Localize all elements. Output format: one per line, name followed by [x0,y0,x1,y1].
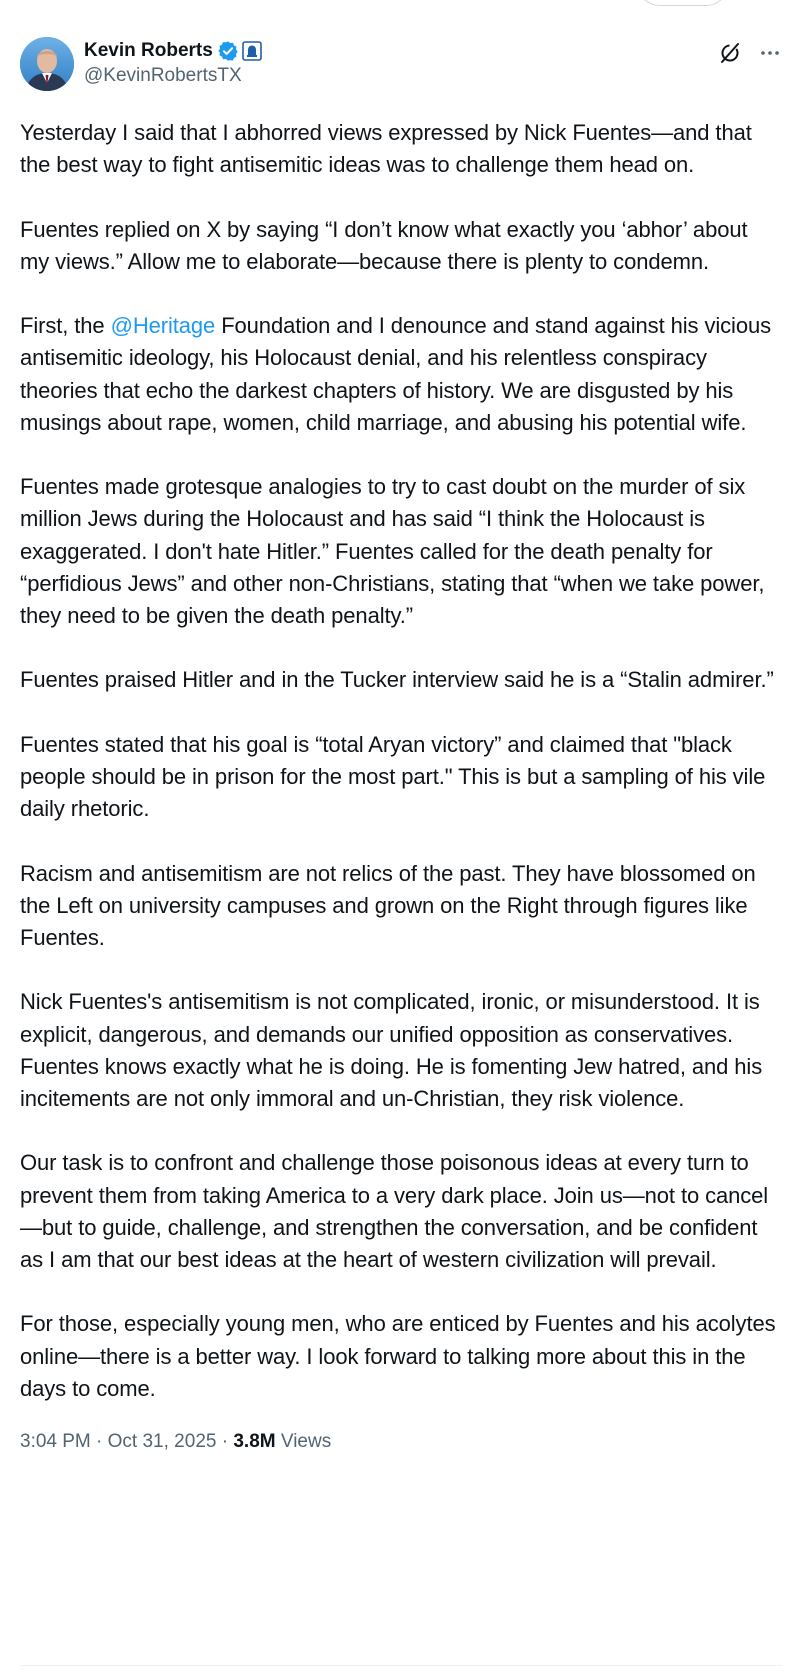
paragraph-6: Fuentes stated that his goal is “total Aryan victory” and claimed that "black people should be in prison for the most part." This is but a sampling of his vile daily rhetoric. [20,731,766,822]
top-action-pill[interactable] [637,0,729,6]
tweet-date[interactable]: Oct 31, 2025 [107,1430,217,1452]
heritage-mention-link[interactable]: @Heritage [110,313,216,339]
views-count[interactable]: 3.8M [233,1430,276,1452]
display-name[interactable]: Kevin Roberts [84,40,213,61]
tweet-meta [20,1431,782,1453]
paragraph-3 [20,310,782,439]
paragraph-10: For those, especially young men, who are enticed by Fuentes and his acolytes online—there is a better way. I look forward to talking more about this in the days to come. [20,1311,776,1401]
header-actions [718,41,782,65]
heritage-bell-icon[interactable] [242,41,262,61]
more-icon[interactable] [758,41,782,65]
paragraph-4: Fuentes made grotesque analogies to try to cast doubt on the murder of six million Jews during the Holocaust and has said “I think the Holocaust is exaggerated. I don't hate Hitler.” Fuentes called for the death penalty for “perfidious Jews” and other non-Christians, stating that “when we take power, they need to be given the death penalty.” [20,474,765,628]
avatar-image [20,37,74,91]
paragraph-5: Fuentes praised Hitler and in the Tucker interview said he is a “Stalin admirer.” [20,667,774,693]
views-label[interactable]: Views [275,1430,332,1452]
divider [20,1665,782,1666]
paragraph-1: Yesterday I said that I abhorred views expressed by Nick Fuentes—and that the best way to fight antisemitic ideas was to challenge them head on. [20,120,752,178]
meta-separator-2: · [216,1430,234,1452]
grok-icon[interactable] [718,41,742,65]
author-info [84,39,262,87]
paragraph-2: Fuentes replied on X by saying “I don’t know what exactly you ‘abhor’ about my views.” Allow me to elaborate—because there is plenty to condemn. [20,216,748,274]
meta-separator-1: · [90,1430,108,1452]
name-row [84,39,262,63]
avatar[interactable] [20,37,74,91]
tweet-text [20,117,782,1405]
tweet [20,37,782,1453]
paragraph-8: Nick Fuentes's antisemitism is not complicated, ironic, or misunderstood. It is explicit, dangerous, and demands our unified opposition as conservatives. Fuentes knows exactly what he is doing. He is fomenting Jew hatred, and his incitements are not only immoral and un-Christian, they risk violence. [20,989,763,1111]
handle[interactable]: @KevinRobertsTX [84,65,242,86]
verified-badge-icon [217,40,239,62]
tweet-header [20,37,782,91]
paragraph-3-after: Foundation and I denounce and stand against his vicious antisemitic ideology, his Holocaust denial, and his relentless conspiracy theories that echo the darkest chapters of history. We are disgusted by his musings about rape, women, child marriage, and abusing his potential wife. [20,313,771,435]
tweet-time[interactable]: 3:04 PM [20,1430,91,1452]
paragraph-9: Our task is to confront and challenge those poisonous ideas at every turn to prevent them from taking America to a very dark place. Join us—not to cancel—but to guide, challenge, and strengthen the conversation, and be confident as I am that our best ideas at the heart of western civilization will prevail. [20,1150,769,1272]
paragraph-7: Racism and antisemitism are not relics of the past. They have blossomed on the Left on university campuses and grown on the Right through figures like Fuentes. [20,860,756,950]
paragraph-3-before: First, the [20,313,111,339]
